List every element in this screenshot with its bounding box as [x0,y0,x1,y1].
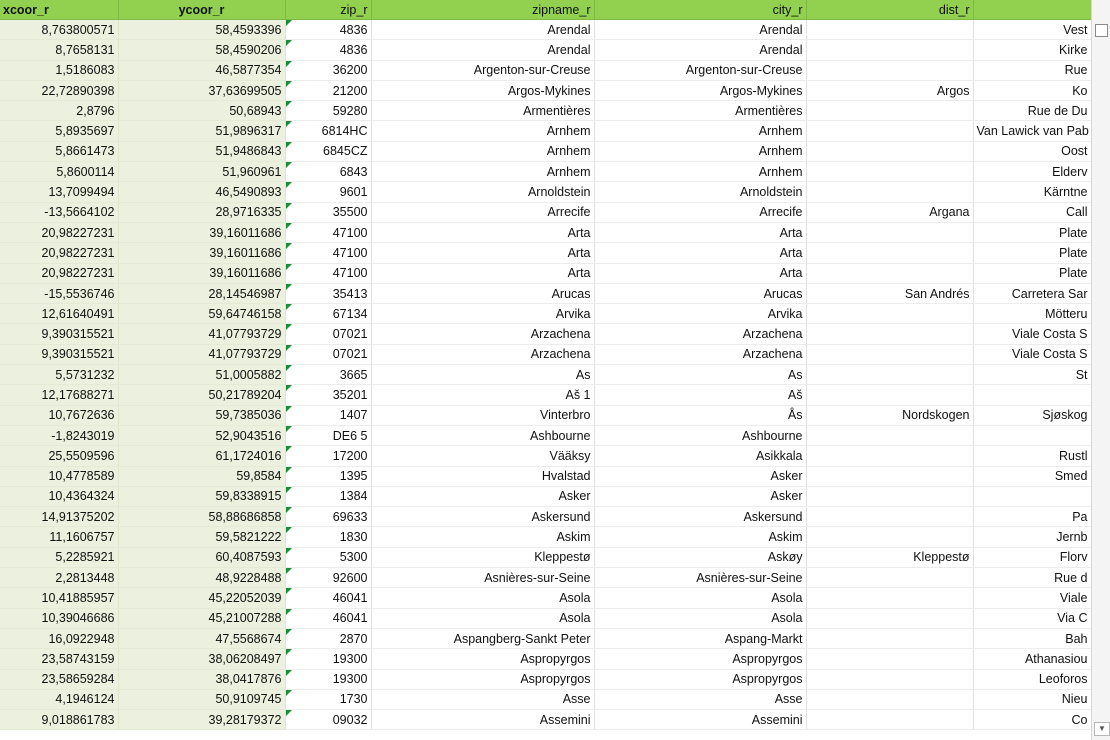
cell-dist[interactable]: Nordskogen [806,405,973,425]
cell-ycoor[interactable]: 48,9228488 [118,568,285,588]
cell-zip[interactable]: 07021 [285,344,371,364]
cell-city[interactable]: Aspropyrgos [594,669,806,689]
cell-ycoor[interactable]: 39,16011686 [118,243,285,263]
cell-city[interactable]: Assemini [594,710,806,730]
cell-xcoor[interactable]: 1,5186083 [0,60,118,80]
cell-city[interactable]: Arzachena [594,324,806,344]
cell-street[interactable] [973,486,1091,506]
cell-zip[interactable]: 1730 [285,689,371,709]
cell-dist[interactable] [806,710,973,730]
cell-street[interactable]: Elderv [973,162,1091,182]
table-body [0,20,1091,730]
cell-dist[interactable] [806,425,973,445]
cell-dist[interactable] [806,628,973,648]
cell-xcoor[interactable]: 10,4778589 [0,466,118,486]
cell-city[interactable]: Arnhem [594,121,806,141]
cell-ycoor[interactable]: 46,5490893 [118,182,285,202]
cell-city[interactable]: Arzachena [594,344,806,364]
cell-street[interactable]: Pa [973,507,1091,527]
table-row [0,385,1091,405]
cell-zip[interactable]: 17200 [285,446,371,466]
table-row [0,222,1091,242]
cell-city[interactable]: Asola [594,588,806,608]
cell-xcoor[interactable]: 10,39046686 [0,608,118,628]
table-row [0,162,1091,182]
cell-city[interactable]: Asnières-sur-Seine [594,568,806,588]
table-row [0,202,1091,222]
cell-city[interactable]: Ås [594,405,806,425]
cell-city[interactable]: Arrecife [594,202,806,222]
column-header-zip[interactable]: zip_r [285,0,371,20]
cell-zip[interactable]: 6843 [285,162,371,182]
cell-zipname[interactable]: Aš 1 [371,385,594,405]
cell-street[interactable]: Vest [973,20,1091,40]
cell-dist[interactable] [806,344,973,364]
cell-city[interactable]: Askøy [594,547,806,567]
cell-zipname[interactable]: Arzachena [371,344,594,364]
cell-dist[interactable] [806,689,973,709]
cell-street[interactable]: Florv [973,547,1091,567]
cell-xcoor[interactable]: -1,8243019 [0,425,118,445]
cell-street[interactable]: Leoforos [973,669,1091,689]
cell-xcoor[interactable]: 11,1606757 [0,527,118,547]
cell-zipname[interactable]: Argenton-sur-Creuse [371,60,594,80]
cell-ycoor[interactable]: 41,07793729 [118,324,285,344]
cell-dist[interactable] [806,608,973,628]
cell-city[interactable]: Aspang-Markt [594,628,806,648]
cell-street[interactable]: Smed [973,466,1091,486]
cell-dist[interactable] [806,182,973,202]
cell-ycoor[interactable]: 59,8584 [118,466,285,486]
table-row [0,344,1091,364]
cell-zip[interactable]: 46041 [285,588,371,608]
cell-street[interactable]: Plate [973,263,1091,283]
cell-ycoor[interactable]: 47,5568674 [118,628,285,648]
cell-zipname[interactable]: Arnhem [371,121,594,141]
cell-street[interactable]: Ko [973,80,1091,100]
cell-ycoor[interactable]: 41,07793729 [118,344,285,364]
cell-dist[interactable] [806,669,973,689]
cell-city[interactable]: Askersund [594,507,806,527]
cell-zipname[interactable]: Arta [371,263,594,283]
cell-xcoor[interactable]: 12,61640491 [0,304,118,324]
cell-xcoor[interactable]: 5,5731232 [0,365,118,385]
cell-dist[interactable] [806,486,973,506]
table-row [0,669,1091,689]
cell-dist[interactable] [806,527,973,547]
cell-dist[interactable] [806,385,973,405]
cell-dist[interactable] [806,222,973,242]
table-row [0,263,1091,283]
cell-dist[interactable]: San Andrés [806,283,973,303]
header-row [0,0,1091,20]
cell-ycoor[interactable]: 61,1724016 [118,446,285,466]
cell-xcoor[interactable]: 23,58659284 [0,669,118,689]
cell-city[interactable]: Asikkala [594,446,806,466]
cell-xcoor[interactable]: 12,17688271 [0,385,118,405]
table-row [0,608,1091,628]
table-row [0,568,1091,588]
cell-zipname[interactable]: Arnhem [371,162,594,182]
cell-xcoor[interactable]: 9,018861783 [0,710,118,730]
cell-zip[interactable]: 4836 [285,40,371,60]
cell-city[interactable]: Arvika [594,304,806,324]
cell-street[interactable]: Rue d [973,568,1091,588]
cell-zipname[interactable]: Arucas [371,283,594,303]
cell-dist[interactable] [806,324,973,344]
cell-street[interactable] [973,385,1091,405]
cell-zip[interactable]: 35201 [285,385,371,405]
cell-street[interactable]: Rue [973,60,1091,80]
table-row [0,141,1091,161]
cell-xcoor[interactable]: 20,98227231 [0,263,118,283]
cell-street[interactable]: Rustl [973,446,1091,466]
cell-ycoor[interactable]: 37,63699505 [118,80,285,100]
cell-city[interactable]: Arta [594,243,806,263]
cell-zipname[interactable]: Arzachena [371,324,594,344]
cell-street[interactable]: Kirke [973,40,1091,60]
cell-xcoor[interactable]: 9,390315521 [0,344,118,364]
cell-xcoor[interactable]: 10,4364324 [0,486,118,506]
table-row [0,20,1091,40]
cell-street[interactable]: Bah [973,628,1091,648]
cell-zipname[interactable]: Assemini [371,710,594,730]
cell-ycoor[interactable]: 52,9043516 [118,425,285,445]
cell-xcoor[interactable]: -15,5536746 [0,283,118,303]
cell-zipname[interactable]: Asse [371,689,594,709]
cell-dist[interactable] [806,649,973,669]
table-row [0,365,1091,385]
cell-zipname[interactable]: Armentières [371,101,594,121]
cell-xcoor[interactable]: 16,0922948 [0,628,118,648]
cell-street[interactable]: Jernb [973,527,1091,547]
cell-xcoor[interactable]: 10,7672636 [0,405,118,425]
cell-zip[interactable]: 35500 [285,202,371,222]
column-header-dist[interactable]: dist_r [806,0,973,20]
cell-ycoor[interactable]: 58,88686858 [118,507,285,527]
cell-zip[interactable]: 6814HC [285,121,371,141]
cell-zip[interactable]: 07021 [285,324,371,344]
column-header-zipname[interactable]: zipname_r [371,0,594,20]
cell-ycoor[interactable]: 51,9896317 [118,121,285,141]
cell-zip[interactable]: 46041 [285,608,371,628]
cell-zipname[interactable]: Arnoldstein [371,182,594,202]
cell-city[interactable]: Asker [594,486,806,506]
cell-xcoor[interactable]: 10,41885957 [0,588,118,608]
cell-zip[interactable]: 47100 [285,263,371,283]
cell-ycoor[interactable]: 39,16011686 [118,263,285,283]
cell-xcoor[interactable]: 14,91375202 [0,507,118,527]
cell-city[interactable]: Arta [594,222,806,242]
cell-zip[interactable]: 1395 [285,466,371,486]
cell-dist[interactable]: Argos [806,80,973,100]
cell-zipname[interactable]: Aspangberg-Sankt Peter [371,628,594,648]
column-header-ycoor[interactable]: ycoor_r [118,0,285,20]
table-row [0,628,1091,648]
cell-zip[interactable]: 4836 [285,20,371,40]
cell-xcoor[interactable]: -13,5664102 [0,202,118,222]
cell-street[interactable]: Viale Costa S [973,344,1091,364]
cell-dist[interactable] [806,507,973,527]
cell-ycoor[interactable]: 38,06208497 [118,649,285,669]
cell-zip[interactable]: DE6 5 [285,425,371,445]
cell-zip[interactable]: 21200 [285,80,371,100]
cell-dist[interactable] [806,588,973,608]
cell-street[interactable]: Kärntne [973,182,1091,202]
cell-ycoor[interactable]: 45,21007288 [118,608,285,628]
cell-city[interactable]: Aš [594,385,806,405]
cell-zip[interactable]: 3665 [285,365,371,385]
cell-xcoor[interactable]: 5,8600114 [0,162,118,182]
cell-zip[interactable]: 67134 [285,304,371,324]
cell-zip[interactable]: 09032 [285,710,371,730]
cell-zip[interactable]: 1384 [285,486,371,506]
table-row [0,466,1091,486]
cell-street[interactable]: Oost [973,141,1091,161]
cell-ycoor[interactable]: 38,0417876 [118,669,285,689]
cell-zip[interactable]: 9601 [285,182,371,202]
column-header-xcoor[interactable]: xcoor_r [0,0,118,20]
cell-zip[interactable]: 69633 [285,507,371,527]
chevron-down-icon[interactable]: ▼ [1094,722,1110,736]
cell-xcoor[interactable]: 8,7658131 [0,40,118,60]
cell-dist[interactable] [806,20,973,40]
scrollbar-thumb[interactable] [1095,24,1108,37]
cell-zipname[interactable]: Arta [371,222,594,242]
cell-zip[interactable]: 47100 [285,243,371,263]
cell-zipname[interactable]: Arvika [371,304,594,324]
cell-xcoor[interactable]: 20,98227231 [0,243,118,263]
cell-dist[interactable] [806,446,973,466]
cell-street[interactable]: Viale Costa S [973,324,1091,344]
cell-xcoor[interactable]: 5,8661473 [0,141,118,161]
table-row [0,80,1091,100]
cell-city[interactable]: Asker [594,466,806,486]
cell-street[interactable]: St [973,365,1091,385]
cell-zip[interactable]: 6845CZ [285,141,371,161]
cell-zipname[interactable]: Hvalstad [371,466,594,486]
cell-ycoor[interactable]: 59,7385036 [118,405,285,425]
cell-dist[interactable] [806,40,973,60]
column-header-street[interactable] [973,0,1091,20]
cell-zipname[interactable]: Asker [371,486,594,506]
cell-xcoor[interactable]: 2,8796 [0,101,118,121]
cell-zipname[interactable]: Arrecife [371,202,594,222]
table-row [0,527,1091,547]
cell-zip[interactable]: 35413 [285,283,371,303]
cell-zip[interactable]: 2870 [285,628,371,648]
cell-street[interactable]: Plate [973,222,1091,242]
cell-street[interactable]: Van Lawick van Pab [973,121,1091,141]
table-row [0,121,1091,141]
table-row [0,588,1091,608]
table-row [0,507,1091,527]
column-header-city[interactable]: city_r [594,0,806,20]
cell-ycoor[interactable]: 51,0005882 [118,365,285,385]
cell-city[interactable]: Arendal [594,40,806,60]
cell-zipname[interactable]: Ashbourne [371,425,594,445]
cell-dist[interactable]: Argana [806,202,973,222]
cell-dist[interactable] [806,466,973,486]
table-row [0,304,1091,324]
cell-ycoor[interactable]: 58,4590206 [118,40,285,60]
cell-street[interactable]: Carretera Sar [973,283,1091,303]
cell-city[interactable]: Asse [594,689,806,709]
cell-zip[interactable]: 19300 [285,669,371,689]
cell-zipname[interactable]: Asola [371,588,594,608]
cell-zipname[interactable]: Arnhem [371,141,594,161]
cell-dist[interactable]: Kleppestø [806,547,973,567]
cell-zip[interactable]: 19300 [285,649,371,669]
table-row [0,40,1091,60]
cell-xcoor[interactable]: 25,5509596 [0,446,118,466]
cell-dist[interactable] [806,365,973,385]
cell-ycoor[interactable]: 39,28179372 [118,710,285,730]
cell-dist[interactable] [806,101,973,121]
cell-street[interactable]: Co [973,710,1091,730]
cell-street[interactable]: Plate [973,243,1091,263]
cell-xcoor[interactable]: 20,98227231 [0,222,118,242]
cell-zip[interactable]: 5300 [285,547,371,567]
cell-ycoor[interactable]: 28,9716335 [118,202,285,222]
cell-zipname[interactable]: Aspropyrgos [371,669,594,689]
cell-city[interactable]: Arnhem [594,162,806,182]
cell-zipname[interactable]: Vinterbro [371,405,594,425]
cell-ycoor[interactable]: 50,9109745 [118,689,285,709]
cell-xcoor[interactable]: 5,2285921 [0,547,118,567]
cell-ycoor[interactable]: 50,21789204 [118,385,285,405]
cell-street[interactable]: Viale [973,588,1091,608]
cell-dist[interactable] [806,263,973,283]
cell-ycoor[interactable]: 39,16011686 [118,222,285,242]
table-row [0,425,1091,445]
cell-city[interactable]: Ashbourne [594,425,806,445]
table-row [0,60,1091,80]
cell-ycoor[interactable]: 28,14546987 [118,283,285,303]
cell-ycoor[interactable]: 51,960961 [118,162,285,182]
cell-zipname[interactable]: As [371,365,594,385]
cell-dist[interactable] [806,141,973,161]
cell-zip[interactable]: 36200 [285,60,371,80]
cell-city[interactable]: Aspropyrgos [594,649,806,669]
cell-city[interactable]: Askim [594,527,806,547]
table-row [0,689,1091,709]
cell-zipname[interactable]: Aspropyrgos [371,649,594,669]
table-row [0,243,1091,263]
cell-zipname[interactable]: Kleppestø [371,547,594,567]
cell-dist[interactable] [806,568,973,588]
cell-zipname[interactable]: Arendal [371,40,594,60]
cell-street[interactable]: Mötteru [973,304,1091,324]
cell-zipname[interactable]: Vääksy [371,446,594,466]
table-row [0,547,1091,567]
cell-city[interactable]: As [594,365,806,385]
cell-xcoor[interactable]: 8,763800571 [0,20,118,40]
cell-dist[interactable] [806,60,973,80]
vertical-scrollbar[interactable] [1091,0,1110,740]
cell-xcoor[interactable]: 22,72890398 [0,80,118,100]
cell-xcoor[interactable]: 5,8935697 [0,121,118,141]
cell-city[interactable]: Arucas [594,283,806,303]
cell-ycoor[interactable]: 59,5821222 [118,527,285,547]
cell-zipname[interactable]: Arta [371,243,594,263]
cell-xcoor[interactable]: 2,2813448 [0,568,118,588]
cell-dist[interactable] [806,162,973,182]
cell-zip[interactable]: 92600 [285,568,371,588]
cell-xcoor[interactable]: 13,7099494 [0,182,118,202]
cell-ycoor[interactable]: 50,68943 [118,101,285,121]
cell-zip[interactable]: 59280 [285,101,371,121]
cell-street[interactable]: Via C [973,608,1091,628]
cell-city[interactable]: Arta [594,263,806,283]
cell-ycoor[interactable]: 58,4593396 [118,20,285,40]
cell-street[interactable]: Athanasiou [973,649,1091,669]
cell-city[interactable]: Arendal [594,20,806,40]
cell-street[interactable]: Sjøskog [973,405,1091,425]
cell-ycoor[interactable]: 59,8338915 [118,486,285,506]
cell-zipname[interactable]: Arendal [371,20,594,40]
cell-zip[interactable]: 1830 [285,527,371,547]
cell-xcoor[interactable]: 23,58743159 [0,649,118,669]
cell-zipname[interactable]: Asnières-sur-Seine [371,568,594,588]
cell-city[interactable]: Argos-Mykines [594,80,806,100]
cell-street[interactable]: Rue de Du [973,101,1091,121]
cell-zipname[interactable]: Askim [371,527,594,547]
table-row [0,446,1091,466]
table-row [0,405,1091,425]
cell-street[interactable]: Nieu [973,689,1091,709]
table-row [0,324,1091,344]
cell-ycoor[interactable]: 45,22052039 [118,588,285,608]
cell-city[interactable]: Argenton-sur-Creuse [594,60,806,80]
table-row [0,283,1091,303]
cell-zip[interactable]: 1407 [285,405,371,425]
cell-zipname[interactable]: Argos-Mykines [371,80,594,100]
table-row [0,486,1091,506]
cell-city[interactable]: Arnoldstein [594,182,806,202]
table-row [0,182,1091,202]
table-row [0,101,1091,121]
cell-ycoor[interactable]: 60,4087593 [118,547,285,567]
cell-city[interactable]: Armentières [594,101,806,121]
cell-dist[interactable] [806,121,973,141]
cell-ycoor[interactable]: 59,64746158 [118,304,285,324]
cell-zipname[interactable]: Asola [371,608,594,628]
cell-street[interactable]: Call [973,202,1091,222]
cell-xcoor[interactable]: 4,1946124 [0,689,118,709]
table-row [0,649,1091,669]
cell-ycoor[interactable]: 51,9486843 [118,141,285,161]
cell-zipname[interactable]: Askersund [371,507,594,527]
cell-zip[interactable]: 47100 [285,222,371,242]
cell-street[interactable] [973,425,1091,445]
cell-dist[interactable] [806,304,973,324]
cell-city[interactable]: Arnhem [594,141,806,161]
table-row [0,710,1091,730]
cell-ycoor[interactable]: 46,5877354 [118,60,285,80]
cell-xcoor[interactable]: 9,390315521 [0,324,118,344]
cell-city[interactable]: Asola [594,608,806,628]
cell-dist[interactable] [806,243,973,263]
